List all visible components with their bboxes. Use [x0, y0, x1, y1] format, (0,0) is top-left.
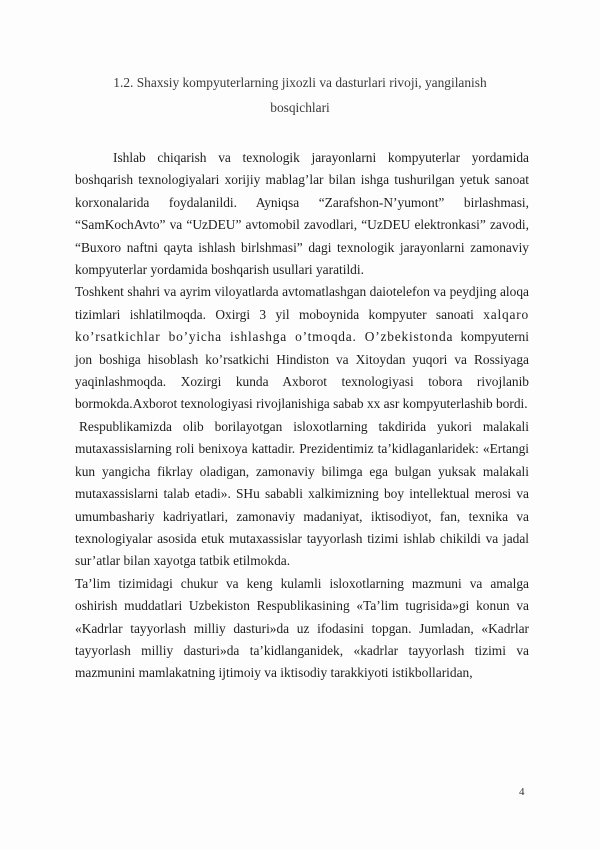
section-heading-line-1: 1.2. Shaxsiy kompyuterlarning jixozli va dasturlari rivoji, yangilanish: [113, 75, 487, 90]
paragraph-2-part-b: xalqaro ko’rsatkichlar bo’yicha ishlashga o’tmoqda. O’zbekistonda: [75, 306, 529, 345]
paragraph-4: Ta’lim tizimidagi chukur va keng kulamli isloxotlarning mazmuni va amalga oshirish muddatlari Uzbekiston Respublikasining «Ta’lim tugrisida»gi konun va «Kadrlar tayyorlash milliy dasturi»da uz ifodasini topgan. Jumladan, «Kadrlar tayyorlash milliy dasturi»da ta’kidlanganidek, «kadrlar tayyorlash tizimi va mazmunini mamlakatning ijtimoiy va iktisodiy tarakkiyoti istikbollaridan,: [75, 575, 529, 681]
paragraph-2: [75, 281, 529, 415]
body-text: [75, 147, 529, 685]
paragraph-2-part-c: kompyuterni jon boshiga hisoblash ko’rsatkichi Hindiston va Xitoydan yuqori va Rossiyaga yaqinlashmoqda. Xozirgi kunda Axborot texnologiyasi tobora rivojlanib bormokda.Axborot texnologiyasi rivojlanishiga sabab xx asr kompyuterlashib bordi.: [75, 329, 529, 412]
section-heading: [80, 70, 520, 120]
section-heading-line-2: bosqichlari: [270, 100, 330, 115]
paragraph-1: Ishlab chiqarish va texnologik jarayonlarni kompyuterlar yordamida boshqarish texnologiyalari xorijiy mablag’lar bilan ishga tushurilgan yetuk sanoat korxonalarida foydalanildi. Ayniqsa “Zarafshon-N’yumont” birlashmasi, “SamKochAvto” va “UzDEU” avtomobil zavodlari, “UzDEU elektronkasi” zavodi, “Buxoro naftni qayta ishlash birlshmasi” dagi texnologik jarayonlarni zamonaviy kompyuterlar yordamida boshqarish usullari yaratildi.: [75, 150, 529, 278]
page-number: 4: [519, 786, 525, 798]
paragraph-3: Respublikamizda olib borilayotgan isloxotlarning takdirida yukori malakali mutaxassislarning roli benixoya kattadir. Prezidentimiz ta’kidlaganlaridek: «Ertangi kun yangicha fikrlay oladigan, zamonaviy bilimga ega bulgan yuksak malakali mutaxassislarni talab etadi». SHu sababli xalkimizning boy intellektual merosi va umumbashariy kadriyatlari, zamonaviy madaniyat, iktisodiyot, fan, texnika va texnologiyalar asosida etuk mutaxassislar tayyorlash tizimi ishlab chikildi va jadal sur’atlar bilan xayotga tatbik etilmokda.: [75, 418, 529, 569]
paragraph-2-part-a: Toshkent shahri va ayrim viloyatlarda avtomatlashgan daiotelefon va peydjing aloqa tizimlari ishlatilmoqda. Oxirgi 3 yil moboynida kompyuter sanoati: [75, 284, 529, 322]
